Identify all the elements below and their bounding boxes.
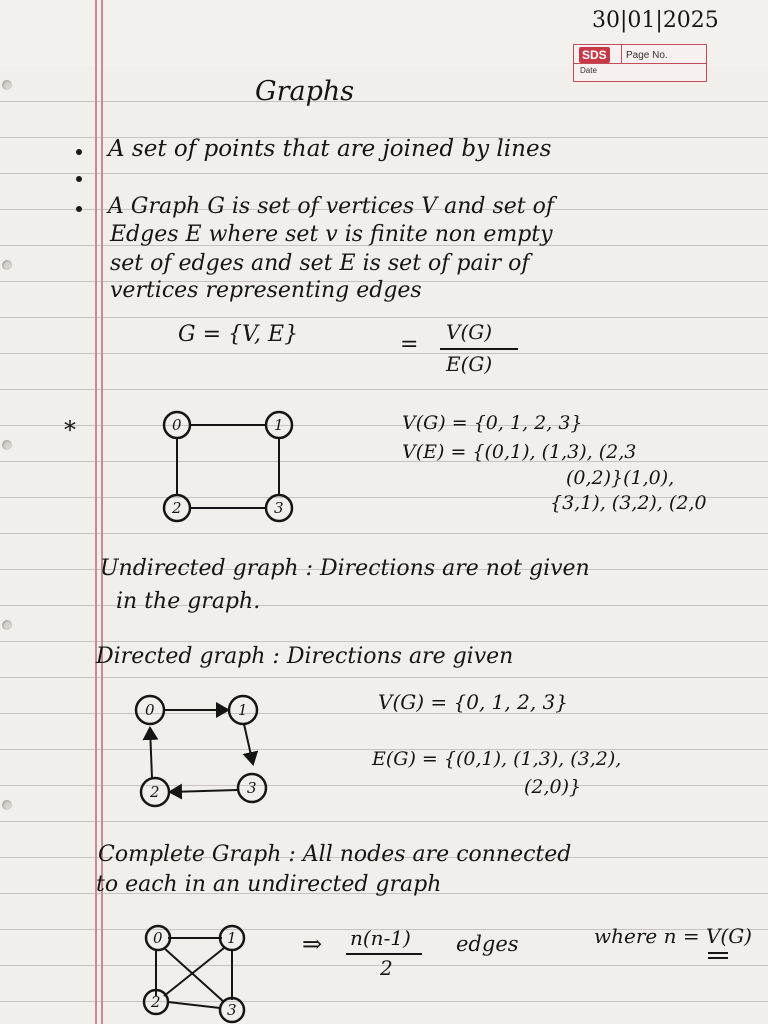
implies-arrow: ⇒ <box>302 930 323 958</box>
directed-heading: Directed graph : Directions are given <box>96 644 514 669</box>
bullet-text: A Graph G is set of vertices V and set of <box>108 194 554 219</box>
directed-edge <box>244 724 253 764</box>
binding-hole <box>2 440 12 450</box>
fraction-top: V(G) <box>446 320 493 344</box>
stamp-divider <box>574 63 706 64</box>
binding-hole <box>2 620 12 630</box>
double-underline <box>708 952 728 954</box>
node-label: 1 <box>238 701 248 719</box>
equals-sign: = <box>400 332 419 357</box>
page-title: Graphs <box>255 76 355 107</box>
node-label: 3 <box>227 1001 237 1019</box>
node-label: 3 <box>274 499 284 517</box>
binding-hole <box>2 80 12 90</box>
graph-edge <box>168 1002 220 1008</box>
undirected-graph-diagram <box>150 408 310 518</box>
bullet-text: set of edges and set E is set of pair of <box>110 251 530 276</box>
bullet-dot <box>76 206 82 212</box>
graph-definition: G = {V, E} <box>178 322 299 347</box>
where-clause: where n = V(G) <box>594 924 752 948</box>
edge-set-line: (2,0)} <box>524 776 582 798</box>
edge-set-line: E(G) = {(0,1), (1,3), (3,2), <box>372 748 622 770</box>
directed-edge <box>150 728 152 778</box>
star-marker: * <box>64 416 76 444</box>
complete-graph-diagram <box>138 922 268 1022</box>
double-underline <box>708 957 728 959</box>
vertex-set: V(G) = {0, 1, 2, 3} <box>378 690 568 714</box>
node-label: 0 <box>172 416 182 434</box>
stamp-divider <box>621 45 622 63</box>
binding-hole <box>2 800 12 810</box>
node-label: 2 <box>172 499 182 517</box>
node-label: 1 <box>274 416 284 434</box>
margin-line-right <box>101 0 103 1024</box>
node-label: 1 <box>227 929 237 947</box>
stamp-page-label: Page No. <box>626 50 668 61</box>
bullet-text: vertices representing edges <box>110 278 422 303</box>
edge-set-line: V(E) = {(0,1), (1,3), (2,3 <box>402 441 637 463</box>
directed-graph-diagram <box>128 694 278 806</box>
undirected-definition-cont: in the graph. <box>116 589 261 614</box>
fraction-bottom: E(G) <box>446 352 493 376</box>
bullet-text: Edges E where set v is finite non empty <box>110 222 553 247</box>
node-label: 0 <box>145 701 155 719</box>
edge-set-line: {3,1), (3,2), (2,0 <box>550 492 707 514</box>
edges-word: edges <box>456 932 519 956</box>
binding-hole <box>2 260 12 270</box>
stamp-logo: SDS <box>579 47 610 63</box>
bullet-dot <box>76 176 82 182</box>
node-label: 2 <box>151 993 161 1011</box>
handwritten-date: 30|01|2025 <box>592 8 719 33</box>
bullet-dot <box>76 149 82 155</box>
directed-edge <box>170 790 237 792</box>
complete-definition: Complete Graph : All nodes are connected <box>98 842 572 867</box>
formula-numerator: n(n-1) <box>350 926 411 950</box>
undirected-definition: Undirected graph : Directions are not given <box>100 556 590 581</box>
node-label: 0 <box>153 929 163 947</box>
formula-denominator: 2 <box>380 956 393 980</box>
complete-definition-cont: to each in an undirected graph <box>96 872 442 897</box>
vertex-set: V(G) = {0, 1, 2, 3} <box>402 412 583 434</box>
node-label: 2 <box>150 783 160 801</box>
node-label: 3 <box>247 779 257 797</box>
stamp-date-label: Date <box>580 66 597 75</box>
margin-line-left <box>95 0 97 1024</box>
page-stamp <box>573 44 707 82</box>
edge-set-line: (0,2)}(1,0), <box>566 467 675 489</box>
fraction-bar <box>440 348 518 350</box>
formula-fraction-bar <box>346 953 422 955</box>
bullet-text: A set of points that are joined by lines <box>108 136 552 162</box>
